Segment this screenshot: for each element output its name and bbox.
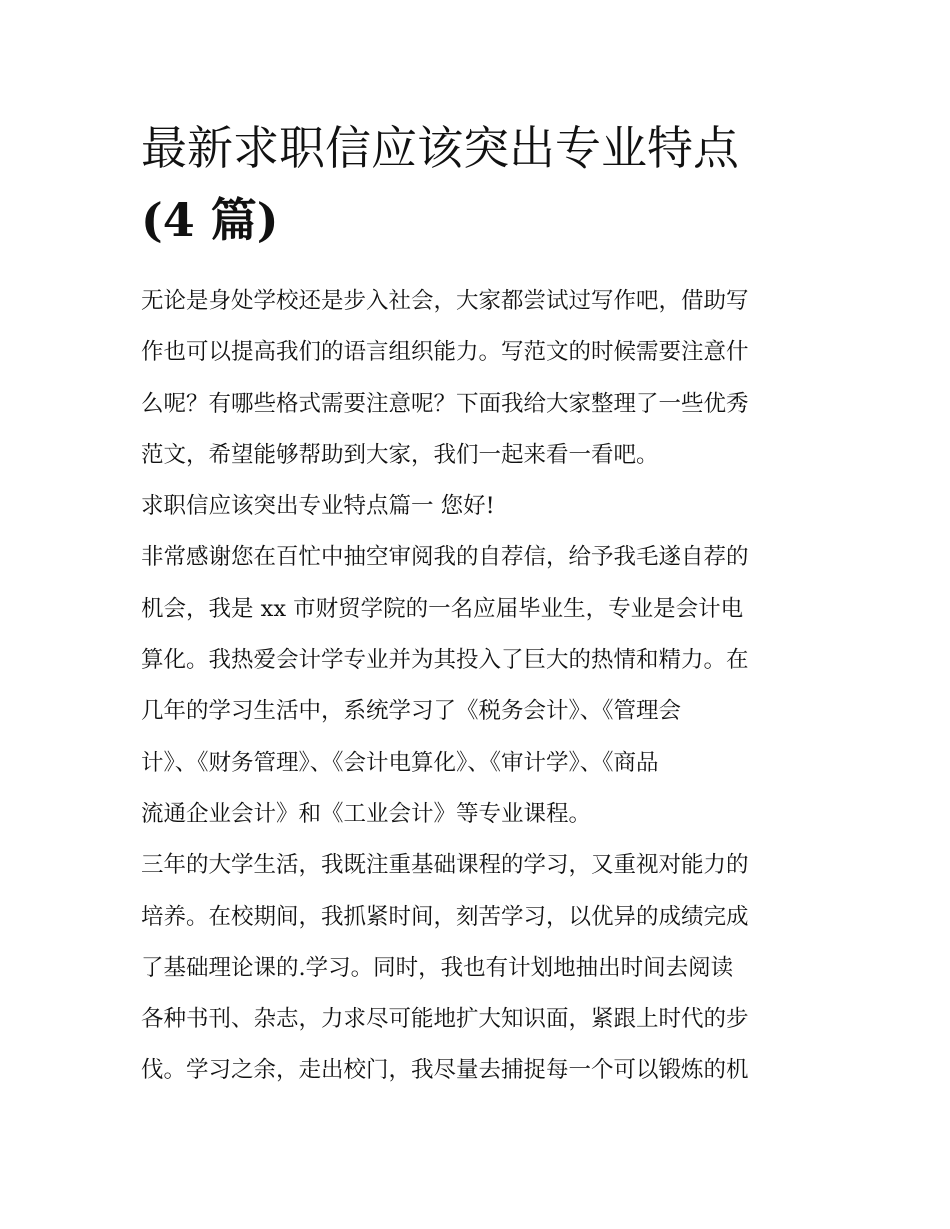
text-line-para1-5: 计》、《财务管理》、《会计电算化》、《审计学》、《商品: [141, 749, 659, 776]
text-line-intro-1: 无论是身处学校还是步入社会，大家都尝试过写作吧，借助写: [141, 288, 749, 314]
text-line-para2-3: 了基础理论课的.学习。同时，我也有计划地抽出时间去阅读: [141, 954, 734, 981]
title-line-2: (4 篇): [141, 193, 279, 247]
text-line-para1-3: 算化。我热爱会计学专业并为其投入了巨大的热情和精力。在: [141, 647, 749, 674]
text-line-intro-4: 范文，希望能够帮助到大家，我们一起来看一看吧。: [141, 441, 659, 468]
text-line-para2-4: 各种书刊、杂志，力求尽可能地扩大知识面，紧跟上时代的步: [141, 1006, 749, 1033]
text-line-para1-6: 流通企业会计》和《工业会计》等专业课程。: [141, 800, 592, 827]
section-heading-line: 求职信应该突出专业特点篇一 您好!: [141, 493, 495, 520]
text-line-intro-3: 么呢？有哪些格式需要注意呢？下面我给大家整理了一些优秀: [141, 390, 749, 417]
text-line-para1-1: 非常感谢您在百忙中抽空审阅我的自荐信，给予我毛遂自荐的: [141, 544, 749, 571]
text-line-para1-2: 机会，我是 xx 市财贸学院的一名应届毕业生，专业是会计电: [141, 595, 744, 622]
title-line-1: 最新求职信应该突出专业特点: [141, 121, 739, 175]
text-line-para2-2: 培养。在校期间，我抓紧时间，刻苦学习，以优异的成绩完成: [141, 903, 749, 930]
text-line-para2-5: 伐。学习之余，走出校门，我尽量去捕捉每一个可以锻炼的机: [141, 1057, 749, 1084]
text-line-para2-1: 三年的大学生活，我既注重基础课程的学习，又重视对能力的: [141, 852, 749, 879]
document-body: [141, 276, 821, 1097]
text-line-para1-4: 几年的学习生活中，系统学习了《税务会计》、《管理会: [141, 698, 682, 725]
document-title: [141, 112, 821, 256]
text-line-intro-2: 作也可以提高我们的语言组织能力。写范文的时候需要注意什: [141, 339, 749, 366]
